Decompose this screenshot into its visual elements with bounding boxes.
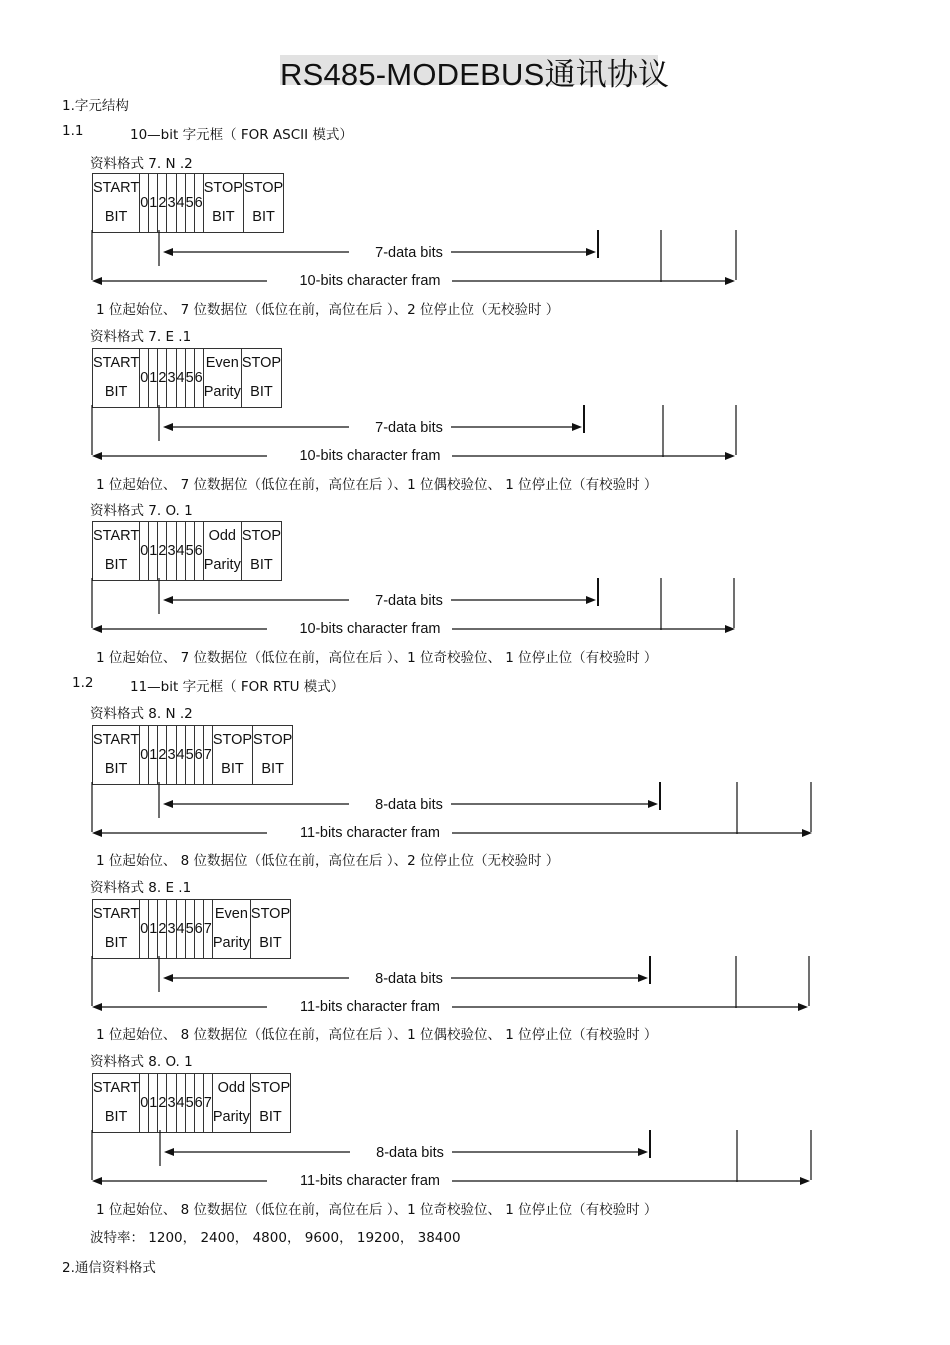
frame-arrows [92, 1130, 817, 1189]
bit-cell: STOP BIT [203, 174, 243, 233]
document-title-bar [280, 55, 670, 92]
bit-cell: 5 [185, 522, 194, 581]
bit-cell: 5 [185, 174, 194, 233]
format-description: 1 位起始位、 8 位数据位（低位在前，高位在后 ）、1 位偶校验位、 1 位停止位（有校验时 ） [96, 1027, 658, 1043]
subsection-number: 1.2 [72, 675, 94, 691]
svg-text:8-data bits: 8-data bits [376, 1145, 444, 1161]
svg-text:10-bits character fram: 10-bits character fram [299, 448, 441, 464]
bit-cell: 1 [149, 174, 158, 233]
format-label: 资料格式 8. O. 1 [90, 1054, 193, 1070]
bit-cell: START BIT [93, 900, 140, 959]
bit-cell: STOP BIT [212, 726, 252, 785]
format-label: 资料格式 7. N .2 [90, 156, 193, 172]
bit-cell: 2 [158, 1074, 167, 1133]
bit-cell: 7 [203, 900, 212, 959]
bit-cell: 4 [176, 900, 185, 959]
bit-cell: 3 [167, 522, 176, 581]
svg-text:10-bits character fram: 10-bits character fram [299, 273, 441, 289]
bit-cell: 0 [140, 349, 149, 408]
format-description: 1 位起始位、 7 位数据位（低位在前，高位在后 ）、2 位停止位（无校验时 ） [96, 302, 560, 318]
bit-cell: 1 [149, 1074, 158, 1133]
bit-cell: 4 [176, 349, 185, 408]
bit-cell: 1 [149, 522, 158, 581]
subsection-number: 1.1 [62, 123, 84, 139]
svg-text:8-data bits: 8-data bits [375, 797, 443, 813]
format-description: 1 位起始位、 7 位数据位（低位在前，高位在后 ）、1 位奇校验位、 1 位停止位（有校验时 ） [96, 650, 658, 666]
bit-cell: 2 [158, 522, 167, 581]
bit-table [92, 521, 282, 581]
bit-cell: 0 [140, 900, 149, 959]
bit-cell: 3 [167, 349, 176, 408]
format-label: 资料格式 7. O. 1 [90, 503, 193, 519]
bit-table [92, 348, 282, 408]
bit-cell: START BIT [93, 349, 140, 408]
format-description: 1 位起始位、 7 位数据位（低位在前，高位在后 ）、1 位偶校验位、 1 位停止位（有校验时 ） [96, 477, 658, 493]
bit-cell: 5 [185, 1074, 194, 1133]
document-title: RS485-MODEBUS通讯协议 [280, 57, 670, 92]
bit-cell: 3 [167, 174, 176, 233]
bit-cell: 4 [176, 174, 185, 233]
bit-cell: 3 [167, 900, 176, 959]
bit-cell: Even Parity [203, 349, 241, 408]
bit-cell: 4 [176, 522, 185, 581]
bit-cell: STOP BIT [250, 900, 290, 959]
bit-table [92, 899, 291, 959]
bit-cell: 5 [185, 900, 194, 959]
format-label: 资料格式 8. E .1 [90, 880, 192, 896]
bit-cell: 0 [140, 522, 149, 581]
bit-cell: STOP BIT [243, 174, 283, 233]
bit-cell: 2 [158, 349, 167, 408]
bit-cell: 0 [140, 726, 149, 785]
bit-cell: START BIT [93, 174, 140, 233]
bit-cell: 7 [203, 726, 212, 785]
bit-cell: START BIT [93, 726, 140, 785]
bit-cell: 0 [140, 174, 149, 233]
svg-text:11-bits character fram: 11-bits character fram [300, 1173, 440, 1189]
bit-cell: 1 [149, 726, 158, 785]
bit-cell: 6 [194, 1074, 203, 1133]
subsection-heading: 11—bit 字元框（ FOR RTU 模式） [130, 679, 345, 695]
bit-cell: 6 [194, 726, 203, 785]
bit-cell: 4 [176, 1074, 185, 1133]
frame-arrows [92, 578, 740, 637]
section-heading: 1.字元结构 [62, 98, 129, 114]
bit-cell: 0 [140, 1074, 149, 1133]
bit-cell: Odd Parity [203, 522, 241, 581]
bit-cell: 1 [149, 900, 158, 959]
format-description: 1 位起始位、 8 位数据位（低位在前，高位在后 ）、1 位奇校验位、 1 位停止位（有校验时 ） [96, 1202, 658, 1218]
bit-cell: 2 [158, 900, 167, 959]
frame-arrows [92, 782, 817, 841]
format-label: 资料格式 7. E .1 [90, 329, 192, 345]
svg-text:11-bits character fram: 11-bits character fram [300, 999, 440, 1015]
bit-cell: 2 [158, 726, 167, 785]
section-heading: 2.通信资料格式 [62, 1260, 156, 1276]
bit-cell: 6 [194, 900, 203, 959]
bit-cell: Odd Parity [212, 1074, 250, 1133]
bit-cell: 1 [149, 349, 158, 408]
bit-table [92, 173, 284, 233]
bit-cell: 7 [203, 1074, 212, 1133]
frame-arrows [92, 956, 815, 1015]
svg-text:7-data bits: 7-data bits [375, 420, 443, 436]
bit-table [92, 725, 293, 785]
bit-cell: 3 [167, 726, 176, 785]
svg-text:10-bits character fram: 10-bits character fram [299, 621, 441, 637]
bit-cell: 5 [185, 726, 194, 785]
bit-cell: 6 [194, 522, 203, 581]
svg-text:7-data bits: 7-data bits [375, 245, 443, 261]
svg-text:8-data bits: 8-data bits [375, 971, 443, 987]
bit-cell: STOP BIT [253, 726, 293, 785]
bit-cell: Even Parity [212, 900, 250, 959]
svg-text:7-data bits: 7-data bits [375, 593, 443, 609]
bit-cell: 6 [194, 174, 203, 233]
bit-cell: 3 [167, 1074, 176, 1133]
frame-arrows [92, 230, 742, 289]
bit-cell: 5 [185, 349, 194, 408]
bit-cell: START BIT [93, 1074, 140, 1133]
bit-cell: STOP BIT [250, 1074, 290, 1133]
format-label: 资料格式 8. N .2 [90, 706, 193, 722]
bit-cell: STOP BIT [241, 349, 281, 408]
format-description: 1 位起始位、 8 位数据位（低位在前，高位在后 ）、2 位停止位（无校验时 ） [96, 853, 560, 869]
baud-rate-line: 波特率： 1200， 2400， 4800， 9600， 19200， 38400 [90, 1230, 461, 1246]
bit-table [92, 1073, 291, 1133]
svg-text:11-bits character fram: 11-bits character fram [300, 825, 440, 841]
bit-cell: 6 [194, 349, 203, 408]
bit-cell: 4 [176, 726, 185, 785]
bit-cell: START BIT [93, 522, 140, 581]
subsection-heading: 10—bit 字元框（ FOR ASCII 模式） [130, 127, 353, 143]
bit-cell: STOP BIT [241, 522, 281, 581]
bit-cell: 2 [158, 174, 167, 233]
frame-arrows [92, 405, 742, 464]
